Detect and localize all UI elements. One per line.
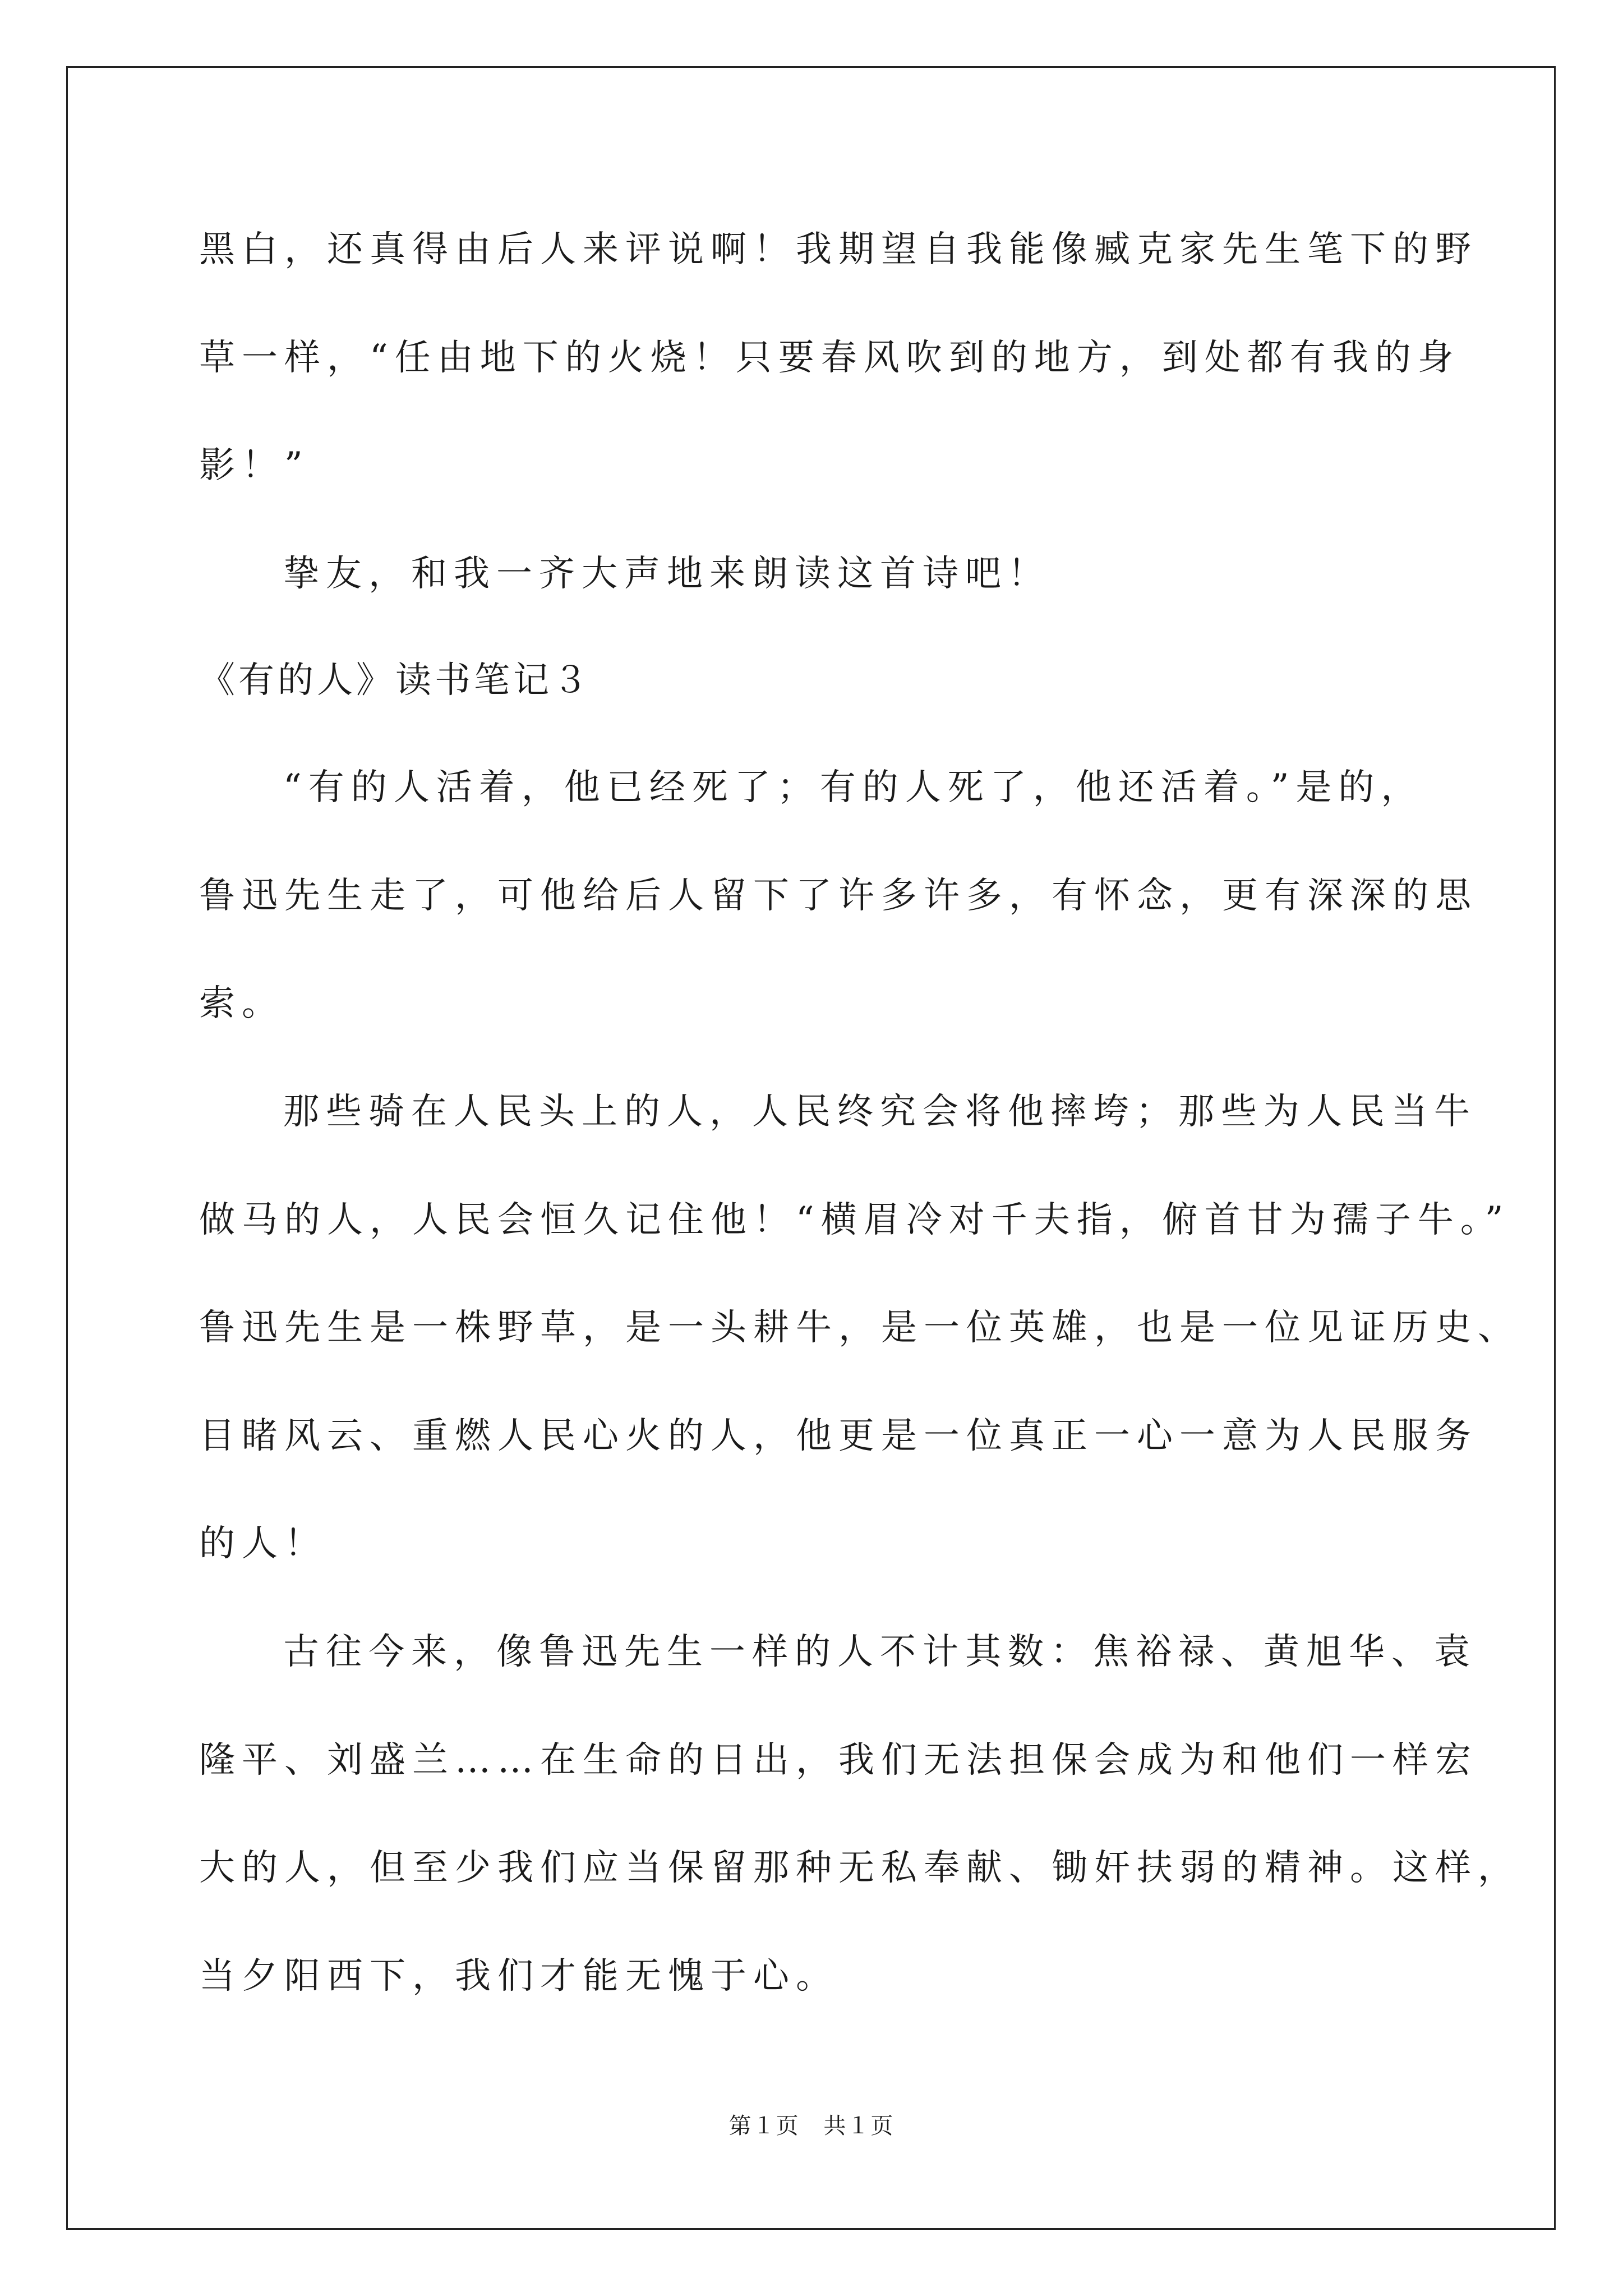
text-line: 做马的人，人民会恒久记住他！“横眉冷对千夫指，俯首甘为孺子牛。” bbox=[199, 1199, 1510, 1241]
text-line: “有的人活着，他已经死了；有的人死了，他还活着。”是的， bbox=[283, 767, 1424, 808]
page-number: 第１页 bbox=[728, 2113, 800, 2139]
text-line: 那些骑在人民头上的人，人民终究会将他摔垮；那些为人民当牛 bbox=[283, 1091, 1477, 1133]
text-line: 索。 bbox=[199, 983, 284, 1024]
text-line: 古往今来，像鲁迅先生一样的人不计其数：焦裕禄、黄旭华、袁 bbox=[283, 1631, 1477, 1673]
text-line: 鲁迅先生走了，可他给后人留下了许多许多，有怀念，更有深深的思 bbox=[199, 875, 1478, 917]
page-footer bbox=[0, 2112, 1623, 2140]
text-line: 挚友，和我一齐大声地来朗读这首诗吧！ bbox=[283, 553, 1050, 595]
text-line: 黑白，还真得由后人来评说啊！我期望自我能像臧克家先生笔下的野 bbox=[199, 229, 1478, 270]
text-line: 当夕阳西下，我们才能无愧于心。 bbox=[199, 1955, 838, 1997]
text-line: 目睹风云、重燃人民心火的人，他更是一位真正一心一意为人民服务 bbox=[199, 1415, 1478, 1457]
text-line: 草一样，“任由地下的火烧！只要春风吹到的地方，到处都有我的身 bbox=[199, 337, 1460, 379]
text-line: 影！” bbox=[199, 445, 310, 486]
text-line: 大的人，但至少我们应当保留那种无私奉献、锄奸扶弱的精神。这样， bbox=[199, 1847, 1520, 1889]
text-line: 的人！ bbox=[199, 1523, 327, 1565]
section-heading: 《有的人》读书笔记３ bbox=[199, 660, 592, 701]
page-border bbox=[66, 66, 1556, 2230]
page-total: 共１页 bbox=[823, 2113, 895, 2139]
text-line: 鲁迅先生是一株野草，是一头耕牛，是一位英雄，也是一位见证历史、 bbox=[199, 1307, 1520, 1349]
text-line: 隆平、刘盛兰……在生命的日出，我们无法担保会成为和他们一样宏 bbox=[199, 1740, 1478, 1781]
